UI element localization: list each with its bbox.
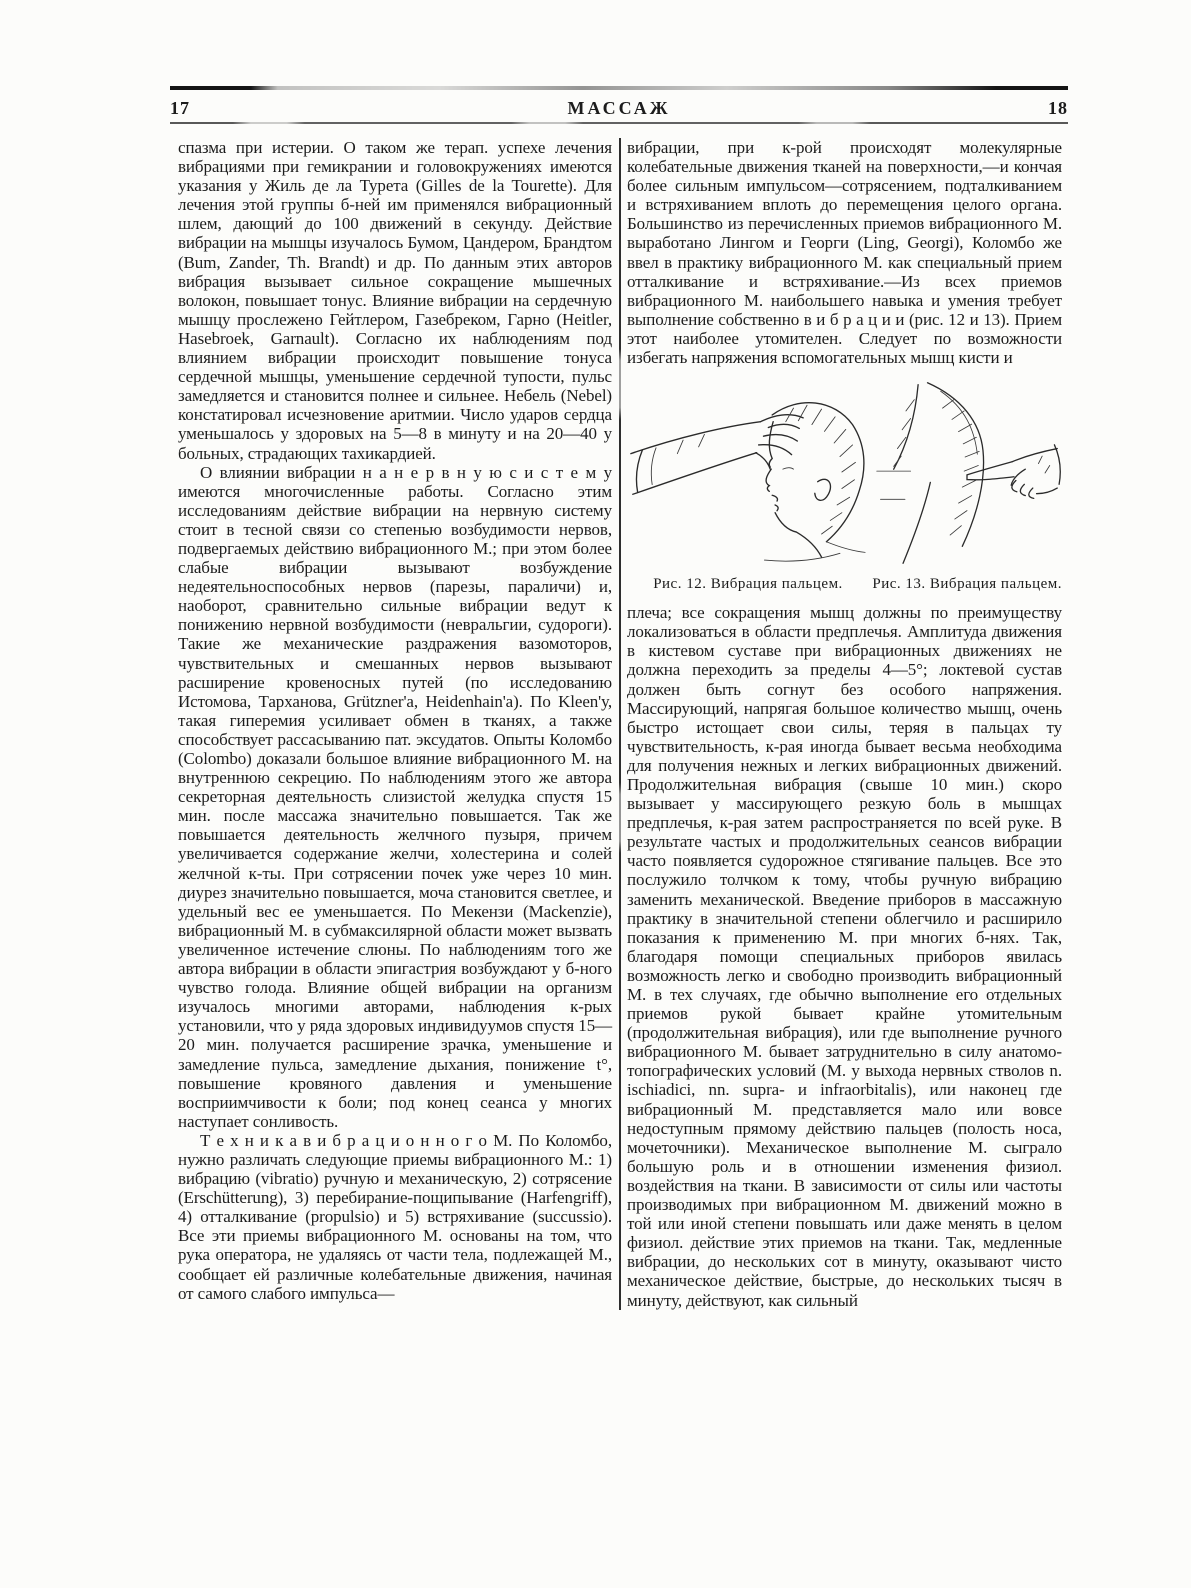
figures-block xyxy=(627,375,1062,593)
paragraph: спазма при истерии. О таком же терап. успехе лечения вибрациями при гемикрании и головокружениях имеются указания у Жиль де ла Турета (Gilles de la Tourette). Для лечения этой группы б-ней им применялся вибрационный шлем, дающий до 100 движений в секунду. Действие вибрации на мышцы изучалось Бумом, Цандером, Брандтом (Bum, Zander, Th. Brandt) и др. По данным этих авторов вибрация вызывает сильное сокращение мышечных волокон, повышает тонус. Влияние вибрации на сердечную мышцу прослежено Гейтлером, Газебреком, Гарно (Heitler, Hasebroek, Garnault). Согласно их наблюдениям под влиянием вибрации происходит повышение тонуса сердечной мышцы, уменьшение сердечной тупости, пульс замедляется и становится полнее и сильнее. Небель (Nebel) констатировал исчезновение аритмии. Число ударов сердца уменьшалось у здоровых на 5—8 в минуту и на 20—40 у больных, страдающих тахикардией. xyxy=(178,138,612,463)
left-column xyxy=(178,138,612,1310)
header-rule xyxy=(170,122,1068,124)
right-column xyxy=(627,138,1062,1310)
column-divider-rule xyxy=(619,138,621,1310)
right-page-number: 18 xyxy=(1048,97,1068,118)
figure-13 xyxy=(872,375,1062,593)
running-head xyxy=(170,95,1068,121)
figure-12 xyxy=(627,375,869,593)
figure-12-caption: Рис. 12. Вибрация пальцем. xyxy=(653,576,843,593)
paragraph: Т е х н и к а в и б р а ц и о н н о г о М. По Коломбо, нужно различать следующие приемы вибрационного М.: 1) вибрацию (vibratio) ручную и механическую, 2) сотрясение (Erschütterung), 3) перебирание-пощипывание (Harfengriff), 4) отталкивание (propulsio) и 5) встряхивание (succussio). Все эти приемы вибрационного М. основаны на том, что рука оператора, не удаляясь от части тела, подлежащей М., сообщает ей различные колебательные движения, начиная от самого слабого импульса— xyxy=(178,1130,612,1303)
figure-13-caption: Рис. 13. Вибрация пальцем. xyxy=(872,576,1062,593)
page-title: МАССАЖ xyxy=(567,97,671,118)
left-page-number: 17 xyxy=(170,97,190,118)
paragraph: вибрации, при к-рой происходят молекулярные колебательные движения тканей на поверхности,—и кончая более сильным импульсом—сотрясением, подталкиванием и встряхиванием вплоть до перемещения целого органа. Большинство из перечисленных приемов вибрационного М. выработано Лингом и Георги (Ling, Georgi), Коломбо же ввел в практику вибрационного М. как специальный прием отталкивание и встряхивание.—Из всех приемов вибрационного М. наибольшего навыка и умения требует выполнение собственно в и б р а ц и и (рис. 12 и 13). Прием этот наиболее утомителен. Следует по возможности избегать напряжения вспомогательных мышц кисти и xyxy=(627,138,1062,368)
finger-vibration-on-forehead-illustration xyxy=(627,375,869,571)
text-columns xyxy=(178,138,1062,1310)
paragraph: О влиянии вибрации н а н е р в н у ю с и с т е м у имеются многочисленные работы. Согласно этим исследованиям действие вибрации на нервную систему стоит в тесной связи со степенью возбудимости нервов, подвергаемых действию вибрационного М.; при этом более слабые вибрации вызывают возбуждение недеятельноспособных нервов (парезы, параличи) и, наоборот, сравнительно сильные вибрации ведут к понижению нервной возбудимости (невральгии, судороги). Такие же механические раздражения вазомоторов, чувствительных и смешанных нервов вызывают расширение кровеносных путей (по исследованию Истомова, Тарханова, Grützner'a, Heidenhain'a). По Kleen'у, такая гиперемия усиливает обмен в тканях, а также способствует рассасыванию пат. эксудатов. Опыты Коломбо (Colombo) доказали большое влияние вибрационного М. на внутреннюю секрецию. По наблюдениям этого же автора секреторная деятельность слизистой желудка спустя 15 мин. после массажа значительно повышается. Так же повышается деятельность желчного пузыря, причем увеличивается содержание желчи, холестерина и солей желчной к-ты. При сотрясении почек уже через 10 мин. диурез значительно повышается, моча становится светлее, и удельный вес ее уменьшается. По Мекензи (Mackenzie), вибрационный М. в субмаксилярной области может вызвать увеличенное истечение слюны. По наблюдениям того же автора вибрации в области эпигастрия возбуждают у б-ного чувство голода. Влияние общей вибрации на организм изучалось многими авторами, наблюдения к-рых установили, что у ряда здоровых индивидуумов спустя 15—20 мин. получается расширение зрачка, уменьшение и замедление пульса, замедление дыхания, понижение t°, повышение кровяного давления и уменьшение восприимчивости к боли; под конец сеанса у многих наступает сонливость. xyxy=(178,462,612,1131)
finger-vibration-on-body-illustration xyxy=(873,375,1061,571)
page-top-rule xyxy=(170,86,1068,90)
paragraph: плеча; все сокращения мышц должны по преимуществу локализоваться в области предплечья. Амплитуда движения в кистевом суставе при вибрационных движениях не должна переходить за пределы 4—5°; локтевой сустав должен быть согнут без особого напряжения. Массирующий, напрягая большое количество мышц, очень быстро истощает свои силы, теряя в пальцах ту чувствительность, к-рая иногда бывает весьма необходима для получения нежных и легких вибрационных движений. Продолжительная вибрация (свыше 10 мин.) скоро вызывает у массирующего резкую боль в мышцах предплечья, к-рая затем распространяется по всей руке. В результате частых и продолжительных сеансов вибрации часто появляется судорожное стягивание пальцев. Все это послужило толчком к тому, чтобы ручную вибрацию заменить механической. Введение приборов в массажную практику в значительной степени облегчило и расширило показания к применению М. при многих б-нях. Так, благодаря помощи специальных приборов явилась возможность легко и свободно производить вибрационный М. в тех случаях, где обычно выполнение его отдельных приемов рукой бывает крайне утомительным (продолжительная вибрация), или где выполнение ручного вибрационного М. бывает затруднительно в силу анатомо-топографических условий (М. у выхода нервных стволов n. ischiadici, nn. supra- и infraorbitalis), или наконец где вибрационный М. представляется мало или вовсе недоступным прямому действию пальцев (полость носа, мочеточники). Механическое выполнение М. сыграло большую роль и в отношении изменения физиол. воздействия на ткани. В зависимости от силы или частоты производимых при вибрационном М. движений можно в той или иной степени повышать или даже менять в целом физиол. действие этих приемов на ткани. Так, медленные вибрации, до нескольких сот в минуту, оказывают чисто механическое действие, быстрые, до нескольких тысяч в минуту, действуют, как сильный xyxy=(627,603,1062,1310)
